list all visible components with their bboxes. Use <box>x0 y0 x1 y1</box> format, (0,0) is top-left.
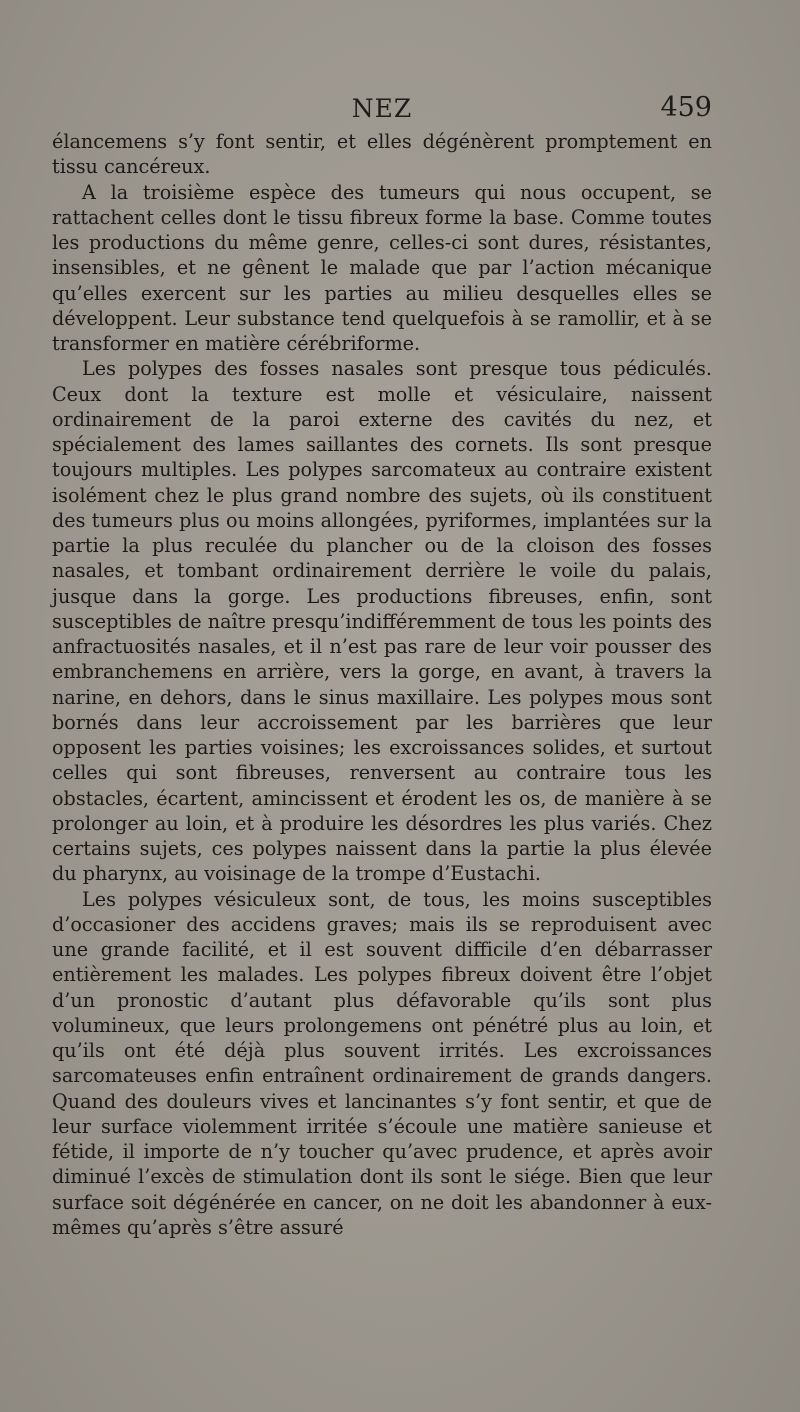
running-title: NEZ <box>351 94 413 123</box>
paragraph: Les polypes vésiculeux sont, de tous, les moins susceptibles d’occasioner des accidens graves; mais ils se reproduisent avec une grande facilité, et il est souvent difficile d’en débarrasser entièrement les malades. Les polypes fibreux doivent être l’objet d’un pronostic d’autant plus défavorable qu’ils sont plus volumineux, que leurs prolongemens ont pénétré plus au loin, et qu’ils ont été déjà plus souvent irrités. Les excroissances sarcomateuses enfin entraînent ordinairement de grands dangers. Quand des douleurs vives et lancinantes s’y font sentir, et que de leur surface violemment irritée s’écoule une matière sanieuse et fétide, il importe de n’y toucher qu’avec prudence, et après avoir diminué l’excès de stimulation dont ils sont le siége. Bien que leur surface soit dégénérée en cancer, on ne doit les abandonner à eux-mêmes qu’après s’être assuré <box>52 887 712 1239</box>
page-header <box>52 92 712 132</box>
body-text <box>52 129 712 1240</box>
paragraph: élancemens s’y font sentir, et elles dégénèrent promptement en tissu cancéreux. <box>52 130 712 179</box>
paragraph: A la troisième espèce des tumeurs qui nous occupent, se rattachent celles dont le tissu fibreux forme la base. Comme toutes les productions du même genre, celles-ci sont dures, résistantes, insensibles, et ne gênent le malade que par l’action mécanique qu’elles exercent sur les parties au milieu desquelles elles se développent. Leur substance tend quelquefois à se ramollir, et à se transformer en matière cérébriforme. <box>52 180 712 355</box>
paragraph: Les polypes des fosses nasales sont presque tous pédiculés. Ceux dont la texture est molle et vésiculaire, naissent ordinairement de la paroi externe des cavités du nez, et spécialement des lames saillantes des cornets. Ils sont presque toujours multiples. Les polypes sarcomateux au contraire existent isolément chez le plus grand nombre des sujets, où ils constituent des tumeurs plus ou moins allongées, pyriformes, implantées sur la partie la plus reculée du plancher ou de la cloison des fosses nasales, et tombant ordinairement derrière le voile du palais, jusque dans la gorge. Les productions fibreuses, enfin, sont susceptibles de naître presqu’indifféremment de tous les points des anfractuosités nasales, et il n’est pas rare de leur voir pousser des embranchemens en arrière, vers la gorge, en avant, à travers la narine, en dehors, dans le sinus maxillaire. Les polypes mous sont bornés dans leur accroissement par les barrières que leur opposent les parties voisines; les excroissances solides, et surtout celles qui sont fibreuses, renversent au contraire tous les obstacles, écartent, amincissent et érodent les os, de manière à se prolonger au loin, et à produire les désordres les plus variés. Chez certains sujets, ces polypes naissent dans la partie la plus élevée du pharynx, au voisinage de la trompe d’Eustachi. <box>52 357 712 886</box>
page-number: 459 <box>660 92 712 123</box>
